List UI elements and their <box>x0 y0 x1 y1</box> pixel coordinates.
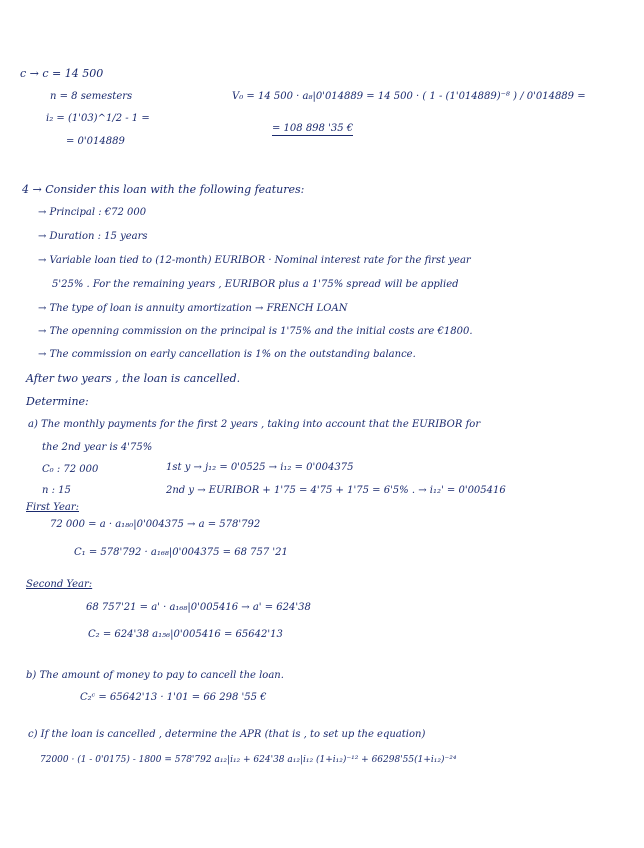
q4-bullet-type: → The type of loan is annuity amortization → FRENCH LOAN <box>38 303 348 314</box>
a-year2-rate: 2nd y → EURIBOR + 1'75 = 4'75 + 1'75 = 6'5% . → i₁₂' = 0'005416 <box>166 485 506 496</box>
q4-bullet-variable-a: → Variable loan tied to (12-month) EURIBOR · Nominal interest rate for the first year <box>38 255 471 266</box>
q4-bullet-cancellation: → The commission on early cancellation is 1% on the outstanding balance. <box>38 349 416 360</box>
prev-c-line1: c → c = 14 500 <box>20 67 104 80</box>
q4-bullet-principal: → Principal : €72 000 <box>38 207 147 218</box>
a-second-year-eq: 68 757'21 = a' · a₁₆₈|0'005416 → a' = 624'38 <box>86 602 311 613</box>
q4-bullet-variable-b: 5'25% . For the remaining years , EURIBOR plus a 1'75% spread will be applied <box>52 279 459 290</box>
a-second-year-label: Second Year: <box>26 579 93 590</box>
a-c2: C₂ = 624'38 a₁₅₆|0'005416 = 65642'13 <box>88 629 283 640</box>
b-line2: C₂ᶜ = 65642'13 · 1'01 = 66 298 '55 € <box>80 692 267 703</box>
c-line2: 72000 · (1 - 0'0175) - 1800 = 578'792 a₁₂|i₁₂ + 624'38 a₁₂|i₁₂ (1+i₁₂)⁻¹² + 66298'55(1+i₁₂)⁻²⁴ <box>40 755 457 765</box>
q4-determine: Determine: <box>26 395 89 408</box>
b-line1: b) The amount of money to pay to cancell the loan. <box>26 670 284 681</box>
prev-c-formula: V₀ = 14 500 · a₈|0'014889 = 14 500 · ( 1 - (1'014889)⁻⁸ ) / 0'014889 = <box>232 91 586 102</box>
q4-after: After two years , the loan is cancelled. <box>26 372 241 385</box>
a-first-year-label: First Year: <box>26 502 80 513</box>
q4-bullet-duration: → Duration : 15 years <box>38 231 148 242</box>
q4-bullet-opening: → The openning commission on the principal is 1'75% and the initial costs are €1800. <box>38 326 473 337</box>
a-first-year-eq: 72 000 = a · a₁₈₀|0'004375 → a = 578'792 <box>50 519 261 530</box>
a-c0: C₀ : 72 000 <box>42 464 99 475</box>
prev-c-result: = 108 898 '35 € <box>272 123 354 134</box>
a-c1: C₁ = 578'792 · a₁₆₈|0'004375 = 68 757 '21 <box>74 547 288 558</box>
a-year1-rate: 1st y → j₁₂ = 0'0525 → i₁₂ = 0'004375 <box>166 462 354 473</box>
a-n: n : 15 <box>42 485 71 496</box>
q4-heading: 4 → Consider this loan with the following features: <box>22 183 305 196</box>
c-line1: c) If the loan is cancelled , determine the APR (that is , to set up the equation) <box>28 729 426 740</box>
a-line2: the 2nd year is 4'75% <box>42 442 153 453</box>
prev-c-line4: = 0'014889 <box>66 136 125 147</box>
a-line1: a) The monthly payments for the first 2 years , taking into account that the EURIBOR for <box>28 419 481 430</box>
prev-c-line3: i₂ = (1'03)^1/2 - 1 = <box>46 113 150 124</box>
prev-c-line2: n = 8 semesters <box>50 91 133 102</box>
